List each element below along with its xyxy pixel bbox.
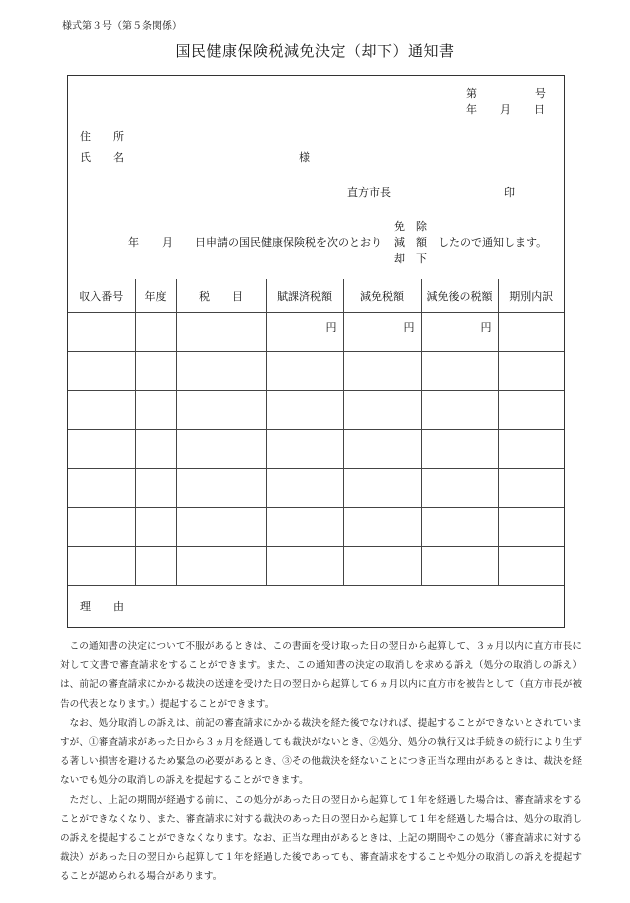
unit-yen: 円 xyxy=(480,321,492,334)
col-header-assessed-amount: 賦課済税額 xyxy=(266,279,343,313)
col-header-installments: 期別内訳 xyxy=(498,279,564,313)
date-year: 年 xyxy=(466,103,477,116)
mayor-label: 直方市長 xyxy=(347,186,391,199)
col-header-after-reduction: 減免後の税額 xyxy=(421,279,498,313)
table-cell xyxy=(343,313,421,352)
table-cell xyxy=(266,313,343,352)
table-row xyxy=(68,352,564,391)
date-day: 日 xyxy=(534,103,545,116)
unit-yen: 円 xyxy=(325,321,337,334)
col-header-receipt-number: 収入番号 xyxy=(68,279,135,313)
table-cell xyxy=(135,313,176,352)
table-cell xyxy=(498,313,564,352)
name-label: 氏 名 xyxy=(80,151,124,164)
table-row xyxy=(68,391,564,430)
table-row xyxy=(68,430,564,469)
col-header-fiscal-year: 年度 xyxy=(135,279,176,313)
table-cell xyxy=(176,313,266,352)
option-rejection: 却 下 xyxy=(394,252,427,265)
number-prefix: 第 xyxy=(466,87,477,100)
table-row xyxy=(68,313,564,352)
notice-paragraph: ただし、上記の期間が経過する前に、この処分があった日の翌日から起算して１年を経過した場合は、審査請求をすることができなくなり、また、審査請求に対する裁決のあった日の翌日から起算して１年を経過した場合は、処分の取消しの訴えを提起することができなくなります。なお、正当な理由があるときは、上記の期間やこの処分（審査請求に対する裁決）があった日の翌日から起算して１年を経過した後であっても、審査請求をすることや処分の取消しの訴えを提起することが認められる場合があります。 xyxy=(60,794,582,883)
table-row xyxy=(68,547,564,586)
table-row xyxy=(68,469,564,508)
option-reduction: 減 額 xyxy=(394,236,427,249)
statement-year: 年 xyxy=(128,236,139,249)
form-number-label: 様式第３号（第５条関係） xyxy=(62,21,182,32)
col-header-reduction-amount: 減免税額 xyxy=(343,279,421,313)
table-header-row xyxy=(68,279,564,313)
table-cell xyxy=(68,313,135,352)
unit-yen: 円 xyxy=(403,321,415,334)
col-header-tax-item: 税 目 xyxy=(176,279,266,313)
honorific: 様 xyxy=(299,151,310,164)
notice-paragraph: この通知書の決定について不服があるときは、この書面を受け取った日の翌日から起算して、３ヵ月以内に直方市長に対して文書で審査請求をすることができます。また、この通知書の決定の取消しを求める訴え（処分の取消しの訴え）は、前記の審査請求にかかる裁決の送達を受けた日の翌日から起算して６ヵ月以内に直方市を被告として（直方市長が被告の代表となります。）提起することができます。 xyxy=(60,641,582,710)
table-row xyxy=(68,508,564,547)
date-month: 月 xyxy=(500,103,511,116)
table-cell xyxy=(421,313,498,352)
option-exemption: 免 除 xyxy=(394,220,427,233)
seal-mark: 印 xyxy=(504,186,515,199)
number-suffix: 号 xyxy=(535,87,546,100)
statement-text: 日申請の国民健康保険税を次のとおり xyxy=(195,236,382,249)
notice-form xyxy=(67,75,565,628)
notice-paragraph: なお、処分取消しの訴えは、前記の審査請求にかかる裁決を経た後でなければ、提起することができないとされていますが、①審査請求があった日から３ヵ月を経過しても裁決がないとき、②処分、処分の執行又は手続きの続行により生ずる著しい損害を避けるため緊急の必要があるとき、③その他裁決を経ないことにつき正当な理由があるときは、裁決を経ないでも処分の取消しの訴えを提起することができます。 xyxy=(60,717,582,787)
statement-suffix: したので通知します。 xyxy=(438,236,548,249)
appeal-notice xyxy=(60,637,582,887)
statement-month: 月 xyxy=(162,236,173,249)
document-title: 国民健康保険税減免決定（却下）通知書 xyxy=(175,42,455,60)
tax-table xyxy=(68,279,564,586)
reason-label: 理 由 xyxy=(80,600,124,613)
address-label: 住 所 xyxy=(80,130,124,143)
